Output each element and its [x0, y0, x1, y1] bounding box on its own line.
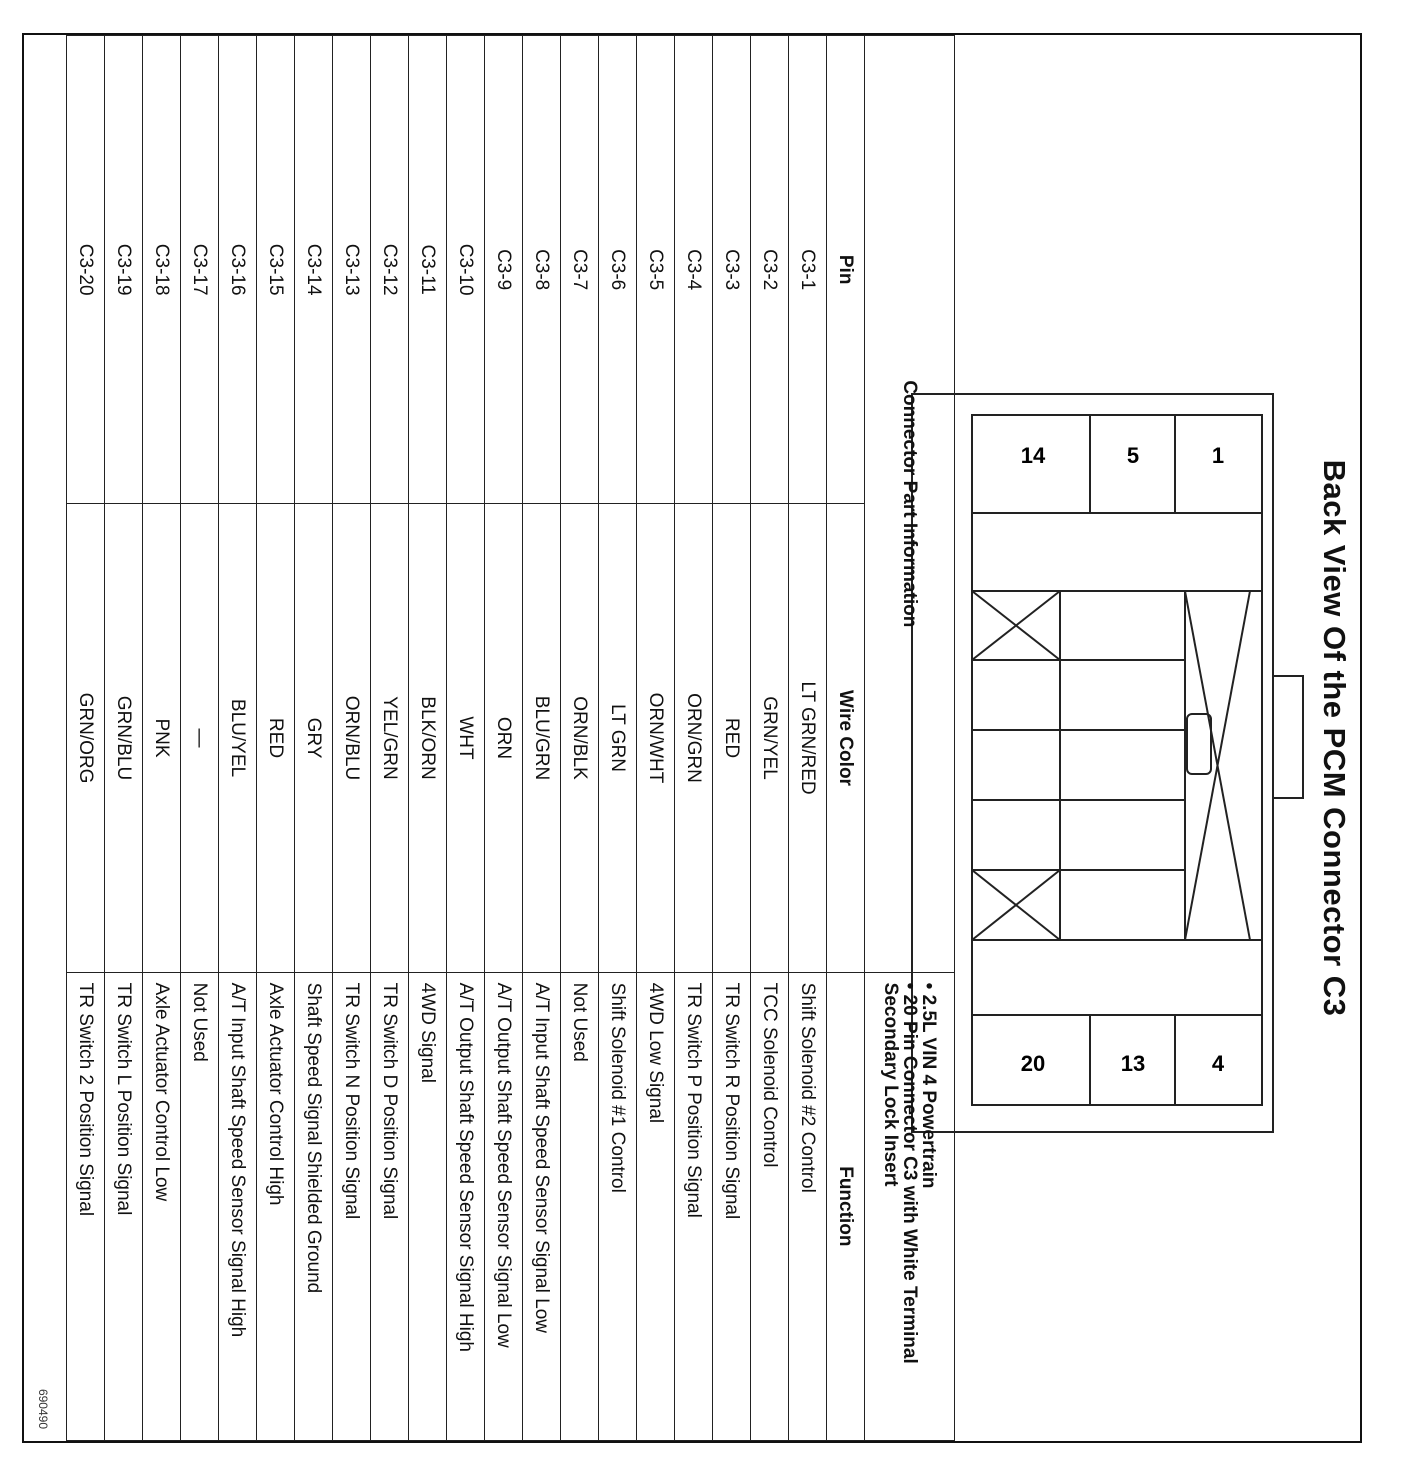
pin-cell: C3-12	[371, 36, 409, 504]
function-cell: Not Used	[181, 972, 219, 1440]
wire-color-cell: ORN/GRN	[675, 504, 713, 972]
pin-cell: C3-8	[523, 36, 561, 504]
wire-color-cell: WHT	[447, 504, 485, 972]
wire-color-cell: RED	[257, 504, 295, 972]
connector-pin-grid	[935, 35, 1360, 1441]
wire-color-cell: BLK/ORN	[409, 504, 447, 972]
table-row	[295, 36, 333, 1441]
pin-cell: C3-9	[485, 36, 523, 504]
function-cell: TR Switch 2 Position Signal	[67, 972, 105, 1440]
pin-cell: C3-17	[181, 36, 219, 504]
part-info-notes	[865, 972, 955, 1440]
table-row	[409, 36, 447, 1441]
function-cell: Shift Solenoid #2 Control	[789, 972, 827, 1440]
pin-label-20: 20	[1020, 1051, 1046, 1076]
wire-color-cell: ORN/BLU	[333, 504, 371, 972]
table-row	[181, 36, 219, 1441]
function-cell: TR Switch R Position Signal	[713, 972, 751, 1440]
wire-color-cell: GRY	[295, 504, 333, 972]
wire-color-cell: ORN/BLK	[561, 504, 599, 972]
function-cell: A/T Output Shaft Speed Sensor Signal Low	[485, 972, 523, 1440]
table-row	[67, 36, 105, 1441]
wire-color-cell: ORN/WHT	[637, 504, 675, 972]
pin-cell: C3-14	[295, 36, 333, 504]
table-row	[713, 36, 751, 1441]
wire-color-cell: RED	[713, 504, 751, 972]
table-row	[637, 36, 675, 1441]
function-cell: A/T Output Shaft Speed Sensor Signal High	[447, 972, 485, 1440]
wire-color-cell: YEL/GRN	[371, 504, 409, 972]
page-title: Back View Of the PCM Connector C3	[1317, 459, 1352, 1017]
pin-cell: C3-16	[219, 36, 257, 504]
table-row	[675, 36, 713, 1441]
wire-color-cell: BLU/YEL	[219, 504, 257, 972]
pin-cell: C3-1	[789, 36, 827, 504]
pin-label-5: 5	[1126, 443, 1140, 468]
table-row	[561, 36, 599, 1441]
pin-cell: C3-15	[257, 36, 295, 504]
note-connector: • 20 Pin Connector C3 with White Terminal Secondary Lock Insert	[880, 982, 920, 1364]
pin-label-14: 14	[1020, 443, 1046, 468]
pin-label-13: 13	[1120, 1051, 1146, 1076]
function-cell: Axle Actuator Control High	[257, 972, 295, 1440]
function-cell: A/T Input Shaft Speed Sensor Signal High	[219, 972, 257, 1440]
pin-cell: C3-19	[105, 36, 143, 504]
pin-cell: C3-18	[143, 36, 181, 504]
table-row	[257, 36, 295, 1441]
note-connector-text: 20 Pin Connector C3 with White Terminal Secondary Lock Insert	[880, 982, 920, 1364]
table-row	[105, 36, 143, 1441]
note-powertrain: • 2.5L VIN 4 Powertrain	[918, 982, 939, 1189]
function-cell: TCC Solenoid Control	[751, 972, 789, 1440]
table-row	[219, 36, 257, 1441]
wire-color-cell: LT GRN/RED	[789, 504, 827, 972]
pin-label-4: 4	[1211, 1051, 1225, 1076]
wire-color-cell: BLU/GRN	[523, 504, 561, 972]
table-row	[751, 36, 789, 1441]
wire-color-cell: GRN/BLU	[105, 504, 143, 972]
wire-color-cell: PNK	[143, 504, 181, 972]
pin-cell: C3-10	[447, 36, 485, 504]
pin-cell: C3-20	[67, 36, 105, 504]
function-cell: TR Switch P Position Signal	[675, 972, 713, 1440]
table-row	[789, 36, 827, 1441]
table-row	[485, 36, 523, 1441]
function-cell: 4WD Signal	[409, 972, 447, 1440]
function-cell: 4WD Low Signal	[637, 972, 675, 1440]
pin-table-area	[66, 35, 955, 1441]
pin-cell: C3-11	[409, 36, 447, 504]
function-cell: TR Switch L Position Signal	[105, 972, 143, 1440]
function-cell: Shaft Speed Signal Shielded Ground	[295, 972, 333, 1440]
pin-cell: C3-2	[751, 36, 789, 504]
pin-cell: C3-3	[713, 36, 751, 504]
table-row	[371, 36, 409, 1441]
part-info-label: Connector Part Information	[865, 36, 955, 973]
function-cell: Shift Solenoid #1 Control	[599, 972, 637, 1440]
header-pin: Pin	[827, 36, 865, 504]
connector-document	[22, 33, 1362, 1443]
pin-cell: C3-5	[637, 36, 675, 504]
function-cell: A/T Input Shaft Speed Sensor Signal Low	[523, 972, 561, 1440]
table-row	[447, 36, 485, 1441]
pin-cell: C3-6	[599, 36, 637, 504]
note-powertrain-text: 2.5L VIN 4 Powertrain	[918, 994, 939, 1189]
pin-cell: C3-4	[675, 36, 713, 504]
table-row	[523, 36, 561, 1441]
header-function: Function	[827, 972, 865, 1440]
function-cell: Not Used	[561, 972, 599, 1440]
table-row	[333, 36, 371, 1441]
wire-color-cell: LT GRN	[599, 504, 637, 972]
header-wire-color: Wire Color	[827, 504, 865, 972]
pin-cell: C3-7	[561, 36, 599, 504]
function-cell: TR Switch N Position Signal	[333, 972, 371, 1440]
table-header-row	[827, 36, 865, 1441]
wire-color-cell: GRN/YEL	[751, 504, 789, 972]
wire-color-cell: GRN/ORG	[67, 504, 105, 972]
wire-color-cell: ORN	[485, 504, 523, 972]
pin-label-1: 1	[1211, 443, 1225, 468]
pin-cell: C3-13	[333, 36, 371, 504]
pin-table	[66, 35, 955, 1441]
function-cell: TR Switch D Position Signal	[371, 972, 409, 1440]
table-row	[143, 36, 181, 1441]
wire-color-cell: —	[181, 504, 219, 972]
function-cell: Axle Actuator Control Low	[143, 972, 181, 1440]
part-info-row	[865, 36, 955, 1441]
table-row	[599, 36, 637, 1441]
connector-diagram-area	[935, 35, 1360, 1441]
figure-id: 690490	[36, 1388, 50, 1429]
